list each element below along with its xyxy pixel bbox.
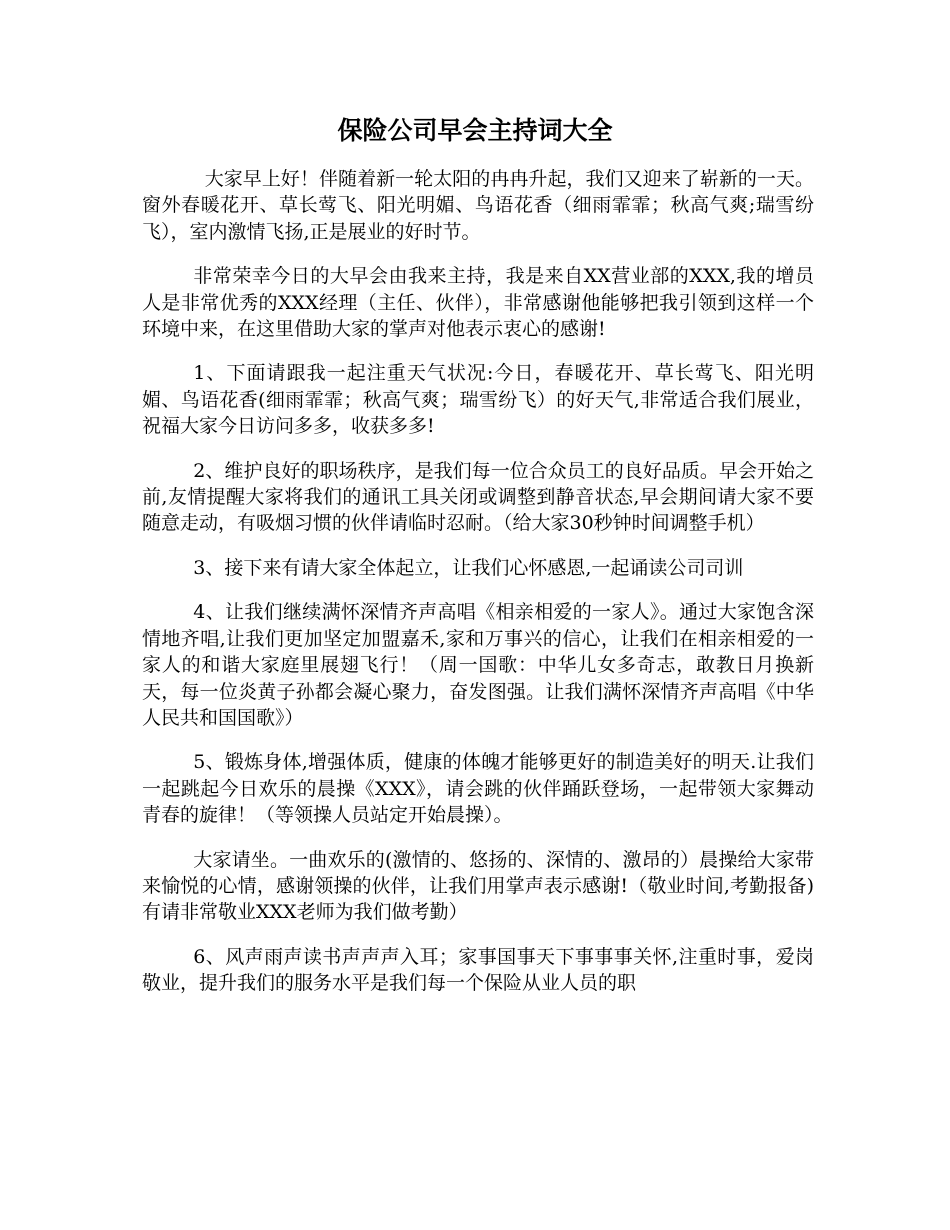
paragraph-greeting: 大家早上好！伴随着新一轮太阳的冉冉升起，我们又迎来了崭新的一天。窗外春暖花开、草长莺飞、阳光明媚、鸟语花香（细雨霏霏；秋高气爽;瑞雪纷飞），室内激情飞扬,正是展业的好时节。 [142,168,814,243]
paragraph-attendance: 大家请坐。一曲欢乐的(激情的、悠扬的、深情的、激昂的）晨操给大家带来愉悦的心情，感谢领操的伙伴，让我们用掌声表示感谢!（敬业时间,考勤报备)有请非常敬业XXX老师为我们做考勤） [142,848,814,924]
paragraph-current-affairs: 6、风声雨声读书声声声入耳；家事国事天下事事事关怀,注重时事，爱岗敬业，提升我们的服务水平是我们每一个保险从业人员的职 [142,945,814,995]
paragraph-song: 4、让我们继续满怀深情齐声高唱《相亲相爱的一家人》。通过大家饱含深情地齐唱,让我们更加坚定加盟嘉禾,家和万事兴的信心，让我们在相亲相爱的一家人的和谐大家庭里展翅飞行！（周一国歌：中华儿女多奇志，敢教日月换新天，每一位炎黄子孙都会凝心聚力，奋发图强。让我们满怀深情齐声高唱《中华人民共和国国歌》） [142,601,814,729]
paragraph-host-intro: 非常荣幸今日的大早会由我来主持，我是来自XX营业部的XXX,我的增员人是非常优秀的XXX经理（主任、伙伴），非常感谢他能够把我引领到这样一个环境中来，在这里借助大家的掌声对他表示衷心的感谢! [142,265,814,341]
document-body [142,166,814,1015]
paragraph-exercise: 5、锻炼身体,增强体质，健康的体魄才能够更好的制造美好的明天.让我们一起跳起今日欢乐的晨操《XXX》，请会跳的伙伴踊跃登场，一起带领大家舞动青春的旋律！（等领操人员站定开始晨操）。 [142,751,814,827]
paragraph-order: 2、维护良好的职场秩序，是我们每一位合众员工的良好品质。早会开始之前,友情提醒大家将我们的通讯工具关闭或调整到静音状态,早会期间请大家不要随意走动，有吸烟习惯的伙伴请临时忍耐。（给大家30秒钟时间调整手机） [142,459,814,535]
document-title: 保险公司早会主持词大全 [337,116,613,145]
paragraph-weather: 1、下面请跟我一起注重天气状况:今日，春暖花开、草长莺飞、阳光明媚、鸟语花香(细雨霏霏；秋高气爽；瑞雪纷飞）的好天气,非常适合我们展业，祝福大家今日访问多多，收获多多! [142,362,814,438]
paragraph-motto: 3、接下来有请大家全体起立，让我们心怀感恩,一起诵读公司司训 [193,556,744,579]
